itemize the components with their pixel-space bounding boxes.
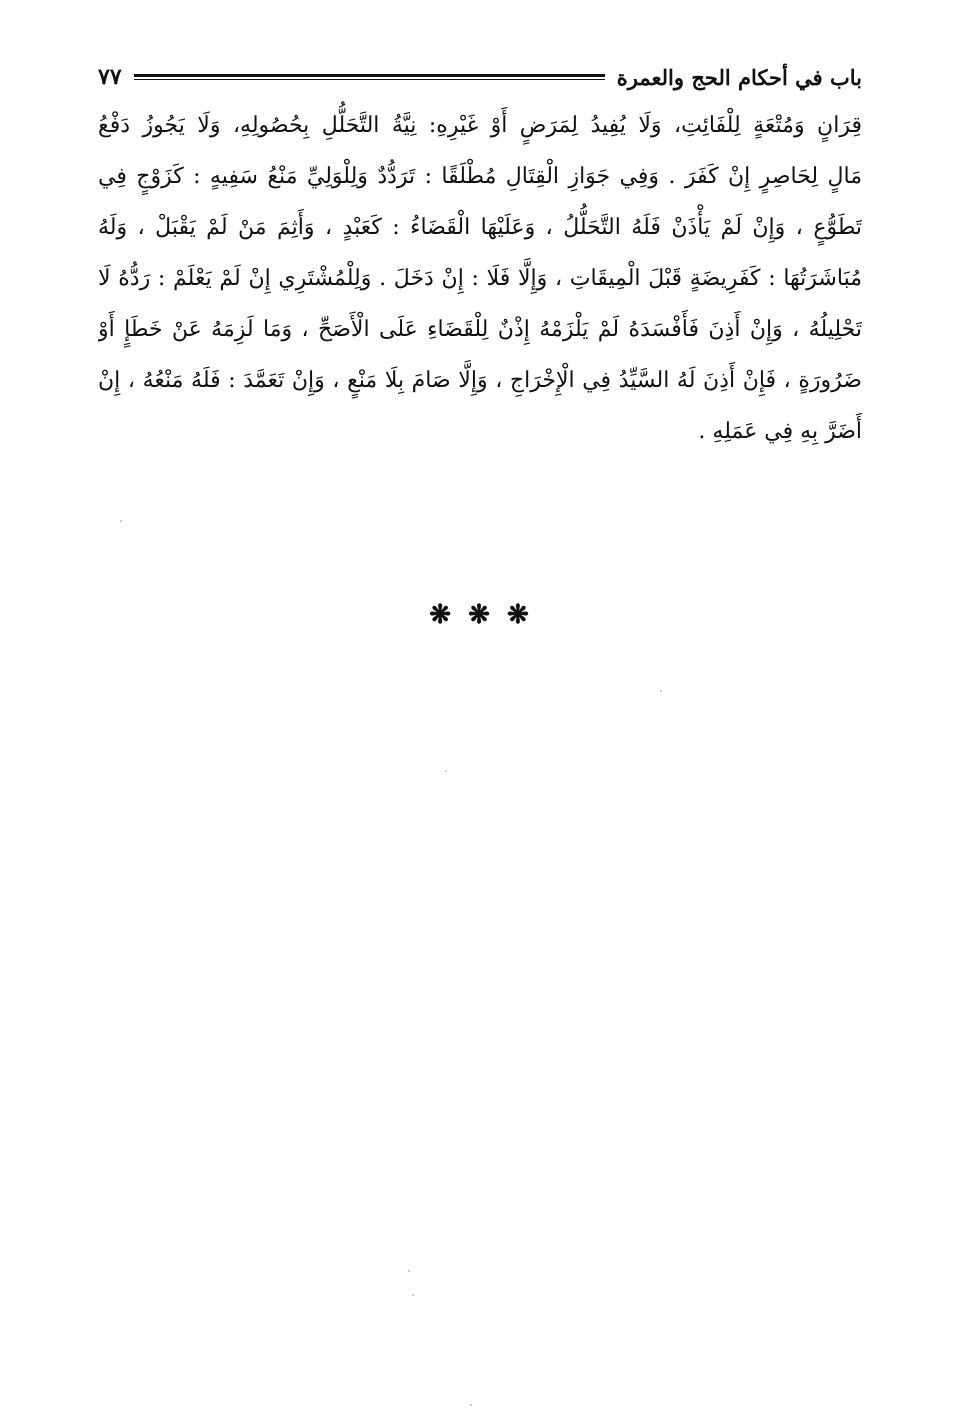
section-separator: ❋ ❋ ❋ <box>429 600 533 630</box>
text-line: تَحْلِيلُهُ ، وَإِنْ أَذِنَ فَأَفْسَدَهُ لَمْ يَلْزَمْهُ إِذْنٌ لِلْقَضَاءِ عَلَى الْأَصَحِّ ، وَمَا لَزِمَهُ عَنْ خَطَإٍ أَوْ <box>98 317 862 342</box>
scan-speck <box>120 520 122 522</box>
page-header <box>98 60 862 94</box>
text-line: أَضَرَّ بِهِ فِي عَمَلِهِ . <box>698 419 862 444</box>
text-line: مَالٍ لِحَاصِرٍ إِنْ كَفَرَ . وَفِي جَوَازِ الْقِتَالِ مُطْلَقًا : تَرَدُّدٌ وَلِلْوَلِيِّ مَنْعُ سَفِيهٍ : كَزَوْجٍ فِي <box>98 164 862 189</box>
text-line: ضَرُورَةٍ ، فَإِنْ أَذِنَ لَهُ السَّيِّدُ فِي الْإِخْرَاجِ ، وَإِلَّا صَامَ بِلَا مَنْعٍ ، وَإِنْ تَعَمَّدَ : فَلَهُ مَنْعُهُ ، إِنْ <box>98 368 862 393</box>
text-line: مُبَاشَرَتُهَا : كَفَرِيضَةٍ قَبْلَ الْمِيقَاتِ ، وَإِلَّا فَلَا : إِنْ دَخَلَ . وَلِلْمُشْتَرِي إِنْ لَمْ يَعْلَمْ : رَدُّهُ لَا <box>98 266 862 291</box>
body-text <box>98 100 862 457</box>
text-line: قِرَانٍ وَمُتْعَةٍ لِلْفَائِتِ، وَلَا يُفِيدُ لِمَرَضٍ أَوْ غَيْرِهِ: نِيَّةُ التَّحَلُّلِ بِحُصُولِهِ، وَلَا يَجُوزُ دَفْعُ <box>98 113 862 138</box>
header-rule <box>134 74 605 80</box>
scan-speck <box>445 770 447 772</box>
running-title: باب في أحكام الحج والعمرة <box>616 64 862 90</box>
scan-speck <box>660 690 662 692</box>
page-number: ٧٧ <box>98 64 122 90</box>
scan-speck <box>412 1294 414 1296</box>
text-line: تَطَوُّعٍ ، وَإِنْ لَمْ يَأْذَنْ فَلَهُ التَّحَلُّلُ ، وَعَلَيْهَا الْقَضَاءُ : كَعَبْدٍ ، وَأَثِمَ مَنْ لَمْ يَقْبَلْ ، وَلَهُ <box>98 215 862 240</box>
scan-speck <box>408 1270 410 1272</box>
scan-speck <box>470 1404 472 1406</box>
